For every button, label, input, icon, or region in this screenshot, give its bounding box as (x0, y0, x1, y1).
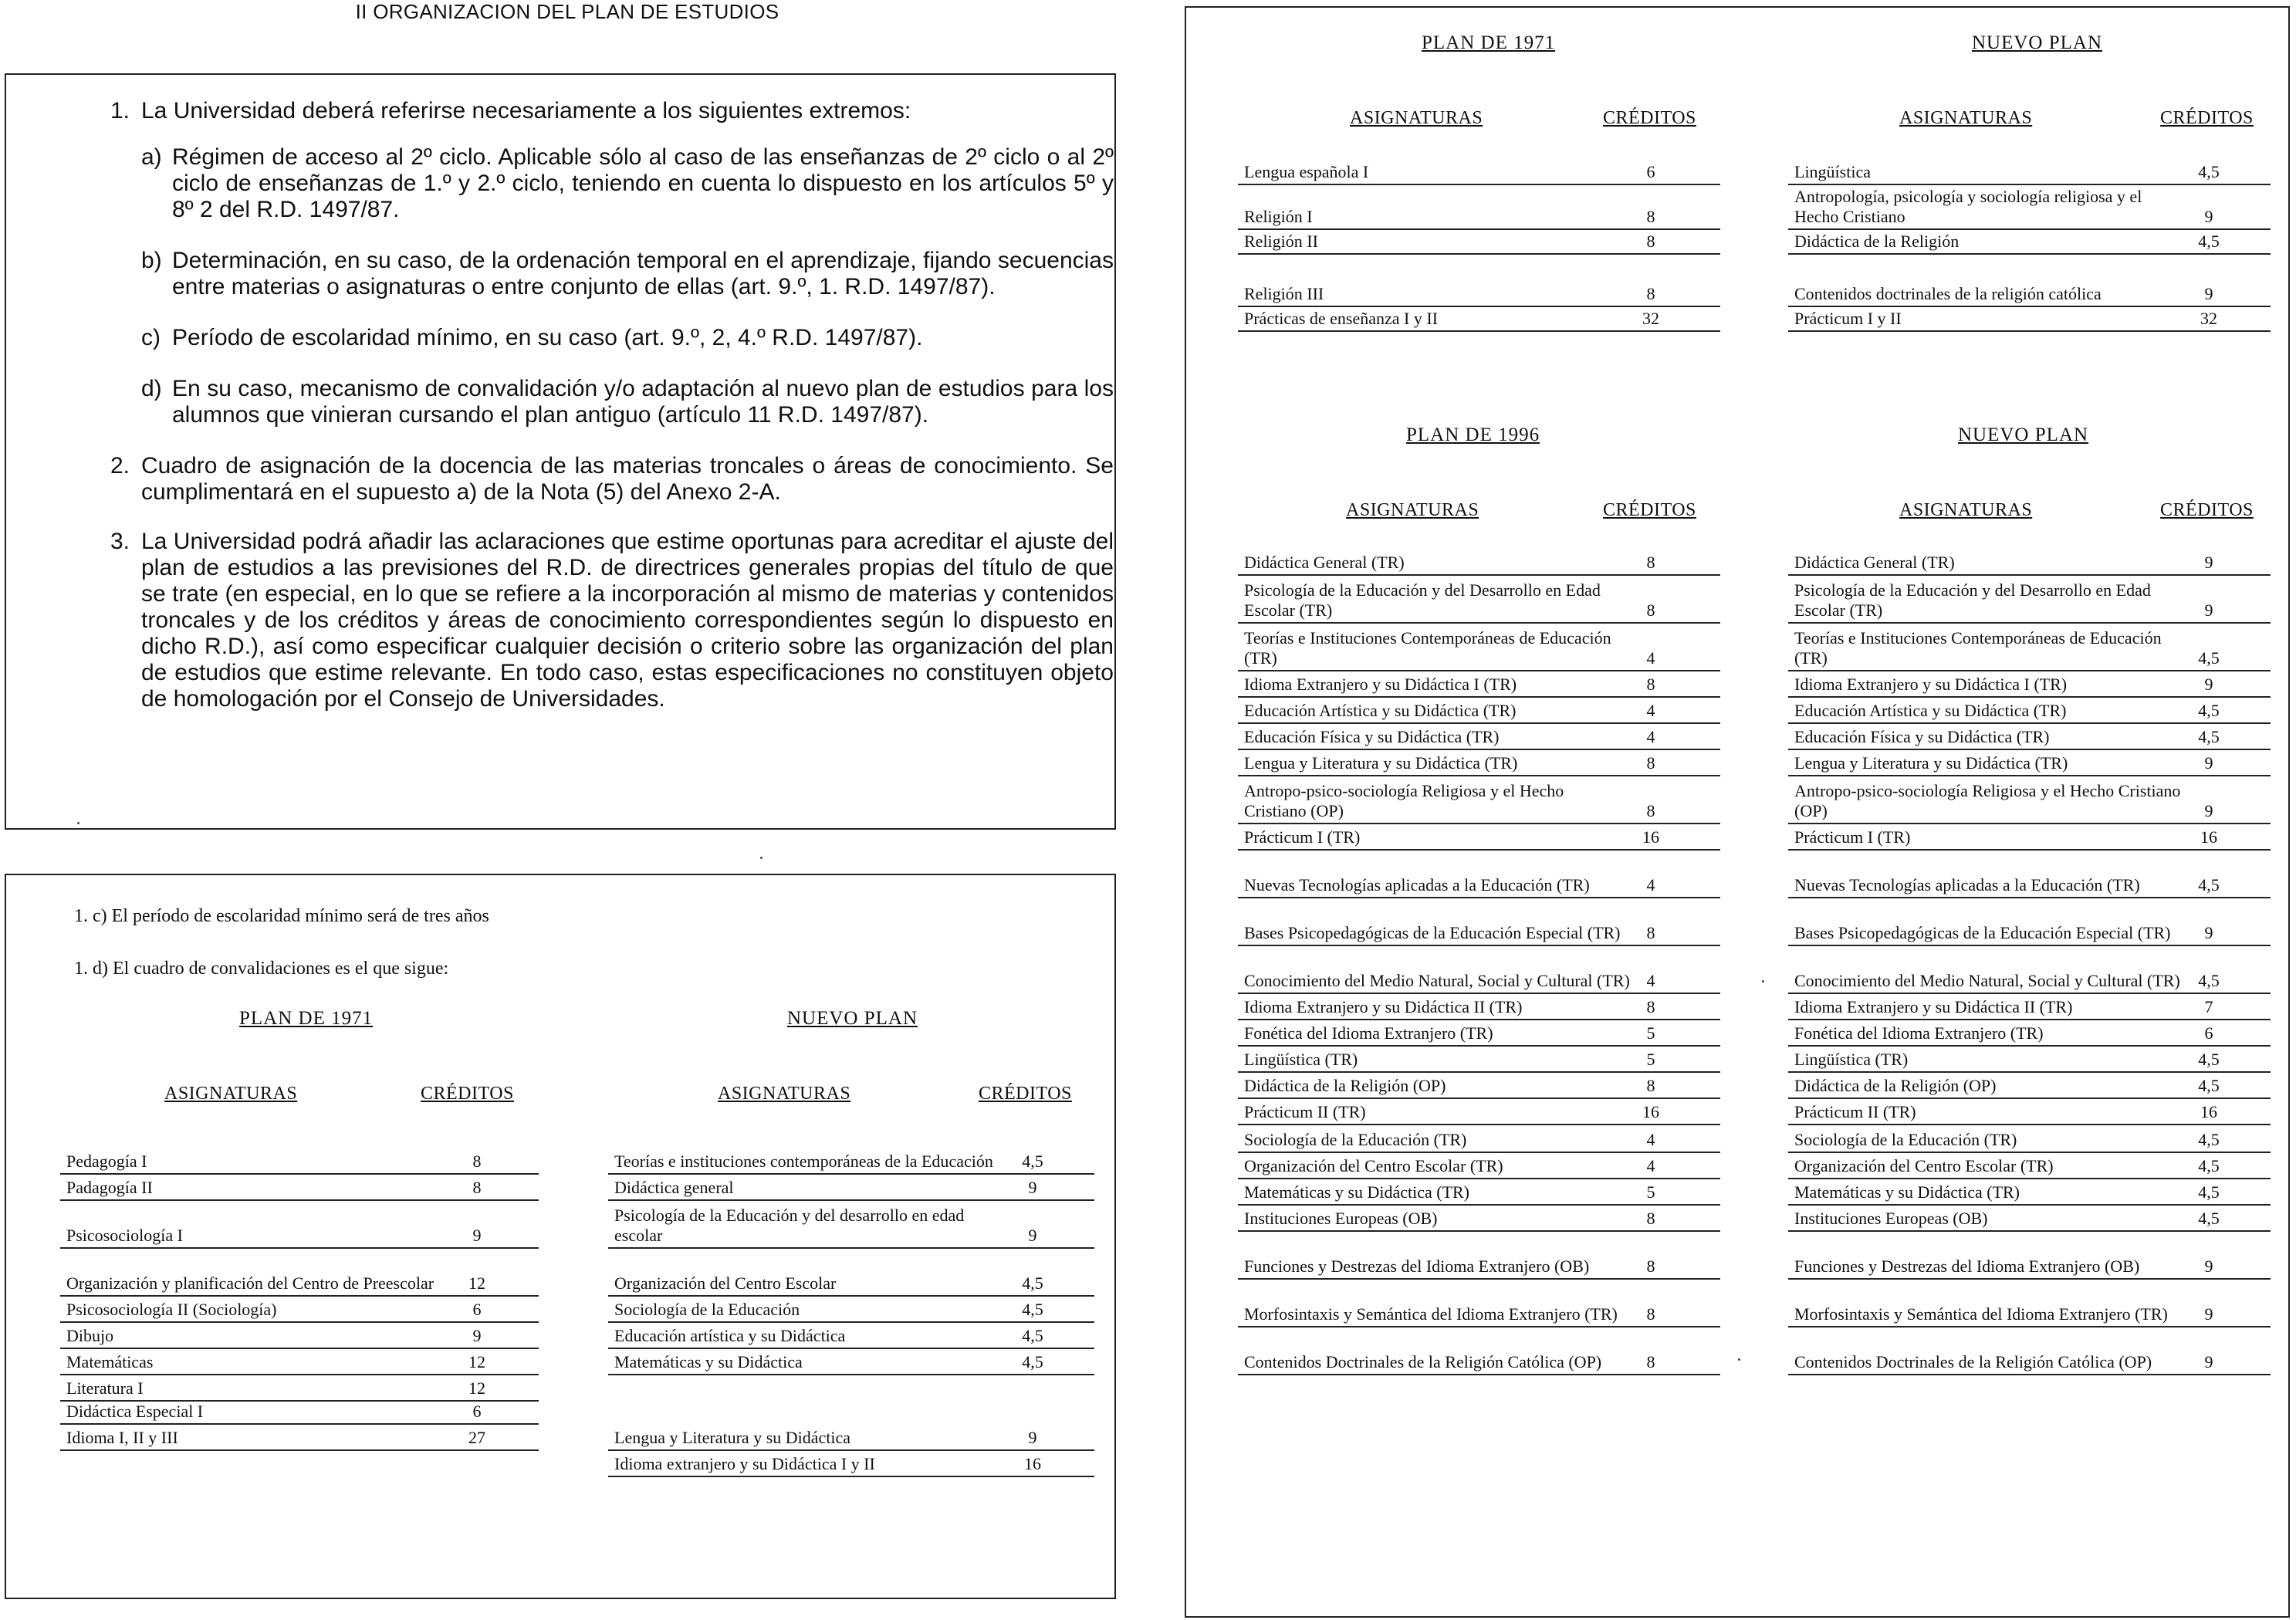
credits-cell: 4 (1646, 1156, 1655, 1175)
credits-cell: 4,5 (2198, 1209, 2220, 1228)
subject-cell: Bases Psicopedagógicas de la Educación Especial (TR) (1244, 923, 1621, 942)
table-row (1238, 946, 1720, 994)
subject-cell: Prácticas de enseñanza I y II (1244, 309, 1439, 328)
instruction-sub-c (141, 325, 1114, 351)
credits-cell: 9 (2204, 600, 2213, 620)
table-row (1238, 1099, 1720, 1125)
table-row (1238, 255, 1720, 307)
table-row (1788, 898, 2271, 946)
table-row (60, 1402, 539, 1425)
table-row (1788, 307, 2271, 332)
credits-cell: 12 (468, 1273, 485, 1293)
credits-cell: 12 (468, 1352, 485, 1371)
table-row (1788, 1020, 2271, 1047)
sub-letter: d) (141, 376, 162, 401)
instruction-sub-d (141, 376, 1114, 428)
plan-1996-heading: PLAN DE 1996 (1406, 424, 1540, 445)
table-row (60, 1323, 539, 1349)
table-row (1238, 1153, 1720, 1179)
subject-cell: Teorías e Instituciones Contemporáneas de Educación (TR) (1794, 628, 2162, 668)
subject-cell: Padagogía II (66, 1178, 153, 1197)
table-row (608, 1130, 1094, 1175)
subject-cell: Lengua y Literatura y su Didáctica (614, 1428, 851, 1447)
note-c: 1. c) El período de escolaridad mínimo será de tres años (74, 906, 489, 926)
subject-cell: Lingüística (TR) (1244, 1050, 1358, 1069)
table-row (1238, 1232, 1720, 1280)
subject-cell: Organización y planificación del Centro de Preescolar (66, 1273, 435, 1293)
credits-cell: 8 (1646, 232, 1655, 251)
credits-cell: 9 (2204, 923, 2213, 942)
subject-cell: Idioma Extranjero y su Didáctica II (TR) (1244, 997, 1523, 1016)
credits-cell: 4,5 (2198, 1130, 2220, 1149)
table-row (1238, 776, 1720, 824)
subject-cell: Didáctica de la Religión (OP) (1794, 1076, 1997, 1095)
credits-cell: 4,5 (2198, 1050, 2220, 1069)
credits-cell: 4,5 (2198, 701, 2220, 720)
instructions-box (5, 73, 1116, 830)
credits-cell: 8 (1646, 675, 1655, 694)
table-row (1238, 1125, 1720, 1153)
credits-cell: 16 (2200, 827, 2217, 847)
table-row (60, 1201, 539, 1249)
credits-cell: 8 (1646, 284, 1655, 303)
subject-cell: Organización del Centro Escolar (TR) (1794, 1156, 2054, 1175)
credits-cell: 5 (1646, 1182, 1655, 1202)
credits-cell: 4,5 (1022, 1326, 1043, 1345)
col-credits-nuevo-2: CRÉDITOS (2160, 500, 2254, 520)
credits-cell: 4,5 (2198, 162, 2220, 181)
table-row (1238, 994, 1720, 1020)
table-row (608, 1249, 1094, 1297)
credits-cell: 4,5 (2198, 232, 2220, 251)
credits-cell: 9 (472, 1326, 482, 1345)
credits-cell: 4,5 (1022, 1300, 1043, 1319)
subject-cell: Matemáticas y su Didáctica (TR) (1244, 1182, 1470, 1202)
table-row (1238, 1020, 1720, 1047)
table-row (1788, 1327, 2271, 1375)
subject-cell: Matemáticas y su Didáctica (614, 1352, 803, 1371)
table-row (1788, 1206, 2271, 1232)
credits-cell: 6 (1646, 162, 1655, 181)
table-row (1238, 1073, 1720, 1099)
subject-cell: Nuevas Tecnologías aplicadas a la Educación (TR) (1794, 875, 2140, 895)
subject-cell: Fonética del Idioma Extranjero (TR) (1794, 1023, 2044, 1043)
col-subject-new: ASIGNATURAS (718, 1084, 851, 1104)
table-row (608, 1451, 1094, 1477)
subject-cell: Antropo-psico-sociología Religiosa y el Hecho Cristiano (OP) (1794, 781, 2181, 820)
nuevo-plan-heading: NUEVO PLAN (787, 1008, 918, 1029)
subject-cell: Psicología de la Educación y del Desarrollo en Edad Escolar (TR) (1244, 580, 1601, 620)
credits-cell: 4,5 (2198, 648, 2220, 668)
subject-cell: Bases Psicopedagógicas de la Educación Especial (TR) (1794, 923, 2171, 942)
subject-cell: Prácticum I (TR) (1794, 827, 1911, 847)
scan-speck (1738, 1358, 1740, 1361)
subject-cell: Contenidos Doctrinales de la Religión Católica (OP) (1794, 1352, 2152, 1371)
subject-cell: Contenidos doctrinales de la religión católica (1794, 284, 2102, 303)
col-subject-nuevo-2: ASIGNATURAS (1899, 500, 2033, 520)
col-credits-nuevo-1: CRÉDITOS (2160, 108, 2254, 128)
table-row (1238, 1280, 1720, 1327)
table-row (1788, 994, 2271, 1020)
sub-text: Período de escolaridad mínimo, en su caso (art. 9.º, 2, 4.º R.D. 1497/87). (172, 325, 923, 350)
credits-cell: 4 (1646, 648, 1655, 668)
subject-cell: Pedagogía I (66, 1152, 147, 1171)
subject-cell: Sociología de la Educación (TR) (1244, 1130, 1467, 1149)
table-row (1788, 576, 2271, 624)
item-number: 3. (110, 529, 130, 554)
credits-cell: 8 (472, 1152, 482, 1171)
table-row (1238, 698, 1720, 724)
plan-1971-heading: PLAN DE 1971 (1422, 32, 1556, 53)
subject-cell: Dibujo (66, 1326, 114, 1345)
scan-speck (760, 857, 763, 859)
subject-cell: Teorías e instituciones contemporáneas de la Educación (614, 1152, 993, 1171)
table-row (1788, 776, 2271, 824)
subject-cell: Didáctica de la Religión (1794, 232, 1960, 251)
table-row (1788, 750, 2271, 776)
credits-cell: 8 (1646, 1076, 1655, 1095)
sub-text: Determinación, en su caso, de la ordenación temporal en el aprendizaje, fijando secuencias entre materias o asignaturas o entre conjunto de ellas (art. 9.º, 1. R.D. 1497/87). (172, 248, 1114, 299)
credits-cell: 4,5 (1022, 1152, 1043, 1171)
convalidation-box (5, 874, 1116, 1599)
credits-cell: 9 (472, 1226, 482, 1245)
subject-cell: Funciones y Destrezas del Idioma Extranjero (OB) (1794, 1256, 2140, 1276)
table-row (608, 1349, 1094, 1375)
instruction-sub-a (141, 144, 1114, 223)
table-row (1788, 1179, 2271, 1206)
table-row (60, 1152, 539, 1175)
plans-comparison-box (1185, 6, 2290, 1618)
subject-cell: Idioma I, II y III (66, 1428, 178, 1447)
col-credits-new: CRÉDITOS (979, 1084, 1072, 1104)
subject-cell: Idioma Extranjero y su Didáctica I (TR) (1244, 675, 1517, 694)
credits-cell: 7 (2204, 997, 2213, 1016)
credits-cell: 5 (1646, 1050, 1655, 1069)
credits-cell: 9 (2204, 1352, 2213, 1371)
scan-speck (77, 822, 79, 824)
subject-cell: Educación Artística y su Didáctica (TR) (1794, 701, 2067, 720)
item-number: 1. (110, 98, 130, 123)
credits-cell: 4 (1646, 875, 1655, 895)
subject-cell: Educación Física y su Didáctica (TR) (1794, 727, 2050, 746)
nuevo-plan-heading-1: NUEVO PLAN (1972, 32, 2103, 53)
credits-cell: 9 (1028, 1226, 1037, 1245)
table-row (608, 1297, 1094, 1323)
subject-cell: Nuevas Tecnologías aplicadas a la Educación (TR) (1244, 875, 1590, 895)
table-row (1788, 824, 2271, 851)
credits-cell: 4 (1646, 971, 1655, 990)
table-row (1788, 1047, 2271, 1073)
table-row (1788, 1099, 2271, 1125)
subject-cell: Lingüística (1794, 162, 1871, 181)
credits-cell: 9 (2204, 1256, 2213, 1276)
credits-cell: 9 (2204, 801, 2213, 820)
subject-cell: Idioma Extranjero y su Didáctica II (TR) (1794, 997, 2073, 1016)
credits-cell: 8 (1646, 801, 1655, 820)
table-row (1788, 724, 2271, 750)
instruction-item-3 (110, 529, 1114, 712)
subject-cell: Instituciones Europeas (OB) (1244, 1209, 1438, 1228)
subject-cell: Antropo-psico-sociología Religiosa y el Hecho Cristiano (OP) (1244, 781, 1564, 820)
credits-cell: 4,5 (2198, 1156, 2220, 1175)
col-credits-1971: CRÉDITOS (1603, 108, 1696, 128)
table-row (1238, 671, 1720, 698)
item-text: La Universidad deberá referirse necesariamente a los siguientes extremos: (141, 98, 911, 123)
table-row (60, 1349, 539, 1375)
sub-letter: a) (141, 144, 162, 170)
credits-cell: 8 (1646, 1304, 1655, 1324)
page-title: II ORGANIZACION DEL PLAN DE ESTUDIOS (355, 0, 779, 23)
table-row (1238, 851, 1720, 898)
credits-cell: 4,5 (2198, 727, 2220, 746)
table-row (60, 1175, 539, 1201)
table-row (1238, 824, 1720, 851)
table-row (1238, 724, 1720, 750)
subject-cell: Prácticum II (TR) (1244, 1102, 1366, 1121)
col-subject-1996: ASIGNATURAS (1346, 500, 1479, 520)
instructions-list (110, 98, 1114, 712)
col-subject-1971: ASIGNATURAS (1350, 108, 1483, 128)
credits-cell: 32 (1642, 309, 1659, 328)
credits-cell: 9 (2204, 553, 2213, 572)
subject-cell: Fonética del Idioma Extranjero (TR) (1244, 1023, 1493, 1043)
scan-speck (1762, 980, 1764, 982)
subject-cell: Prácticum I y II (1794, 309, 1902, 328)
credits-cell: 16 (1642, 827, 1659, 847)
credits-cell: 8 (1646, 553, 1655, 572)
table-row (1238, 307, 1720, 332)
subject-cell: Religión II (1244, 232, 1318, 251)
table-row (1238, 1206, 1720, 1232)
credits-cell: 5 (1646, 1023, 1655, 1043)
instruction-item-2 (110, 453, 1114, 506)
credits-cell: 9 (2204, 753, 2213, 773)
item-number: 2. (110, 453, 130, 479)
table-row (1788, 1232, 2271, 1280)
credits-cell: 8 (1646, 923, 1655, 942)
plan-1971-heading: PLAN DE 1971 (239, 1008, 374, 1029)
credits-cell: 6 (472, 1402, 482, 1421)
col-subject-nuevo-1: ASIGNATURAS (1899, 108, 2033, 128)
subject-cell: Lengua y Literatura y su Didáctica (TR) (1794, 753, 2068, 773)
credits-cell: 6 (472, 1300, 482, 1319)
subject-cell: Psicosociología I (66, 1226, 183, 1245)
table-row (1238, 1047, 1720, 1073)
table-row (1238, 185, 1720, 230)
credits-cell: 8 (1646, 753, 1655, 773)
note-d: 1. d) El cuadro de convalidaciones es el que sigue: (74, 959, 449, 979)
subject-cell: Didáctica Especial I (66, 1402, 204, 1421)
subject-cell: Organización del Centro Escolar (614, 1273, 837, 1293)
subject-cell: Contenidos Doctrinales de la Religión Católica (OP) (1244, 1352, 1602, 1371)
credits-cell: 9 (1028, 1428, 1037, 1447)
table-row (1238, 624, 1720, 671)
credits-cell: 8 (472, 1178, 482, 1197)
subject-cell: Lengua y Literatura y su Didáctica (TR) (1244, 753, 1518, 773)
subject-cell: Sociología de la Educación (TR) (1794, 1130, 2017, 1149)
credits-cell: 4,5 (1022, 1273, 1043, 1293)
table-row (1788, 946, 2271, 994)
credits-cell: 8 (1646, 1256, 1655, 1276)
table-row (608, 1201, 1094, 1249)
table-row (1238, 1327, 1720, 1375)
table-row (1788, 230, 2271, 255)
table-row (1788, 1153, 2271, 1179)
col-subject-old: ASIGNATURAS (164, 1084, 298, 1104)
subject-cell: Instituciones Europeas (OB) (1794, 1209, 1988, 1228)
credits-cell: 4 (1646, 1130, 1655, 1149)
credits-cell: 4 (1646, 701, 1655, 720)
credits-cell: 9 (2204, 1304, 2213, 1324)
table-row (1788, 154, 2271, 185)
subject-cell: Organización del Centro Escolar (TR) (1244, 1156, 1503, 1175)
table-row (1238, 898, 1720, 946)
subject-cell: Antropología, psicología y sociología religiosa y el Hecho Cristiano (1794, 187, 2142, 226)
table-row (1788, 851, 2271, 898)
subject-cell: Psicología de la Educación y del desarrollo en edad escolar (614, 1206, 965, 1245)
subject-cell: Sociología de la Educación (614, 1300, 800, 1319)
table-row (1788, 671, 2271, 698)
col-credits-1996: CRÉDITOS (1603, 500, 1696, 520)
credits-cell: 9 (1028, 1178, 1037, 1197)
credits-cell: 16 (1024, 1454, 1041, 1473)
table-row (1788, 548, 2271, 576)
item-text: La Universidad podrá añadir las aclaraciones que estime oportunas para acreditar el ajuste del plan de estudios a las previsiones del R.D. de directrices generales propias del título de que se trate (en especial, en lo que se refiere a la incorporación al mismo de materias y contenidos troncales y de los créditos y áreas de conocimiento correspondientes según lo dispuesto en dicho R.D.), así como especificar cualquier decisión o criterio sobre las organización del plan de estudios que estime relevante. En todo caso, estas especificaciones no constituyen objeto de homologación por el Consejo de Universidades. (141, 529, 1114, 712)
subject-cell: Idioma Extranjero y su Didáctica I (TR) (1794, 675, 2068, 694)
subject-cell: Educación artística y su Didáctica (614, 1326, 846, 1345)
table-row (608, 1175, 1094, 1201)
credits-cell: 32 (2200, 309, 2217, 328)
subject-cell: Teorías e Instituciones Contemporáneas de Educación (TR) (1244, 628, 1611, 668)
table-row (608, 1323, 1094, 1349)
credits-cell: 8 (1646, 997, 1655, 1016)
table-row (1788, 1280, 2271, 1327)
subject-cell: Didáctica general (614, 1178, 734, 1197)
subject-cell: Funciones y Destrezas del Idioma Extranjero (OB) (1244, 1256, 1590, 1276)
table-row (60, 1297, 539, 1323)
table-row (1238, 750, 1720, 776)
subject-cell: Educación Física y su Didáctica (TR) (1244, 727, 1500, 746)
credits-cell: 4,5 (2198, 1076, 2220, 1095)
instruction-sub-b (141, 248, 1114, 300)
credits-cell: 4,5 (2198, 1182, 2220, 1202)
credits-cell: 9 (2204, 284, 2213, 303)
table-row (1788, 185, 2271, 230)
credits-cell: 4,5 (2198, 875, 2220, 895)
nuevo-plan-heading-2: NUEVO PLAN (1958, 424, 2089, 445)
subject-cell: Lingüística (TR) (1794, 1050, 1909, 1069)
subject-cell: Matemáticas y su Didáctica (TR) (1794, 1182, 2020, 1202)
table-row (60, 1249, 539, 1297)
credits-cell: 16 (1642, 1102, 1659, 1121)
credits-cell: 4,5 (1022, 1352, 1043, 1371)
subject-cell: Matemáticas (66, 1352, 154, 1371)
credits-cell: 8 (1646, 1209, 1655, 1228)
subject-cell: Lengua española I (1244, 162, 1369, 181)
table-row (1238, 576, 1720, 624)
table-row (1788, 624, 2271, 671)
credits-cell: 16 (2200, 1102, 2217, 1121)
table-row (1238, 548, 1720, 576)
table-row (1238, 154, 1720, 185)
instruction-item-1 (110, 98, 1114, 124)
credits-cell: 4 (1646, 727, 1655, 746)
subject-cell: Didáctica General (TR) (1244, 553, 1405, 572)
credits-cell: 6 (2204, 1023, 2213, 1043)
subject-cell: Conocimiento del Medio Natural, Social y Cultural (TR) (1244, 971, 1630, 990)
subject-cell: Psicosociología II (Sociología) (66, 1300, 277, 1319)
table-row (60, 1425, 539, 1451)
subject-cell: Morfosintaxis y Semántica del Idioma Extranjero (TR) (1244, 1304, 1618, 1324)
subject-cell: Religión III (1244, 284, 1324, 303)
credits-cell: 12 (468, 1378, 485, 1398)
table-row (1788, 1125, 2271, 1153)
subject-cell: Idioma extranjero y su Didáctica I y II (614, 1454, 875, 1473)
subject-cell: Morfosintaxis y Semántica del Idioma Extranjero (TR) (1794, 1304, 2168, 1324)
credits-cell: 9 (2204, 675, 2213, 694)
table-row (1238, 1179, 1720, 1206)
subject-cell: Literatura I (66, 1378, 144, 1398)
table-row (1788, 1073, 2271, 1099)
table-row (608, 1375, 1094, 1451)
sub-letter: b) (141, 248, 162, 273)
table-row (60, 1375, 539, 1402)
sub-letter: c) (141, 325, 161, 350)
subject-cell: Psicología de la Educación y del Desarrollo en Edad Escolar (TR) (1794, 580, 2151, 620)
subject-cell: Educación Artística y su Didáctica (TR) (1244, 701, 1517, 720)
subject-cell: Religión I (1244, 207, 1313, 226)
table-row (1788, 698, 2271, 724)
credits-cell: 8 (1646, 207, 1655, 226)
credits-cell: 27 (468, 1428, 485, 1447)
table-row (1788, 255, 2271, 307)
item-text: Cuadro de asignación de la docencia de las materias troncales o áreas de conocimiento. Se cumplimentará en el supuesto a) de la Nota (5) del Anexo 2-A. (141, 453, 1114, 505)
table-row (1238, 230, 1720, 255)
credits-cell: 9 (2204, 207, 2213, 226)
col-credits-old: CRÉDITOS (421, 1084, 514, 1104)
sub-text: Régimen de acceso al 2º ciclo. Aplicable sólo al caso de las enseñanzas de 2º ciclo o al 2º ciclo de enseñanzas de 1.º y 2.º ciclo, teniendo en cuenta lo dispuesto en los artículos 5º y 8º 2 del R.D. 1497/87. (172, 144, 1114, 222)
subject-cell: Prácticum I (TR) (1244, 827, 1361, 847)
credits-cell: 8 (1646, 1352, 1655, 1371)
subject-cell: Prácticum II (TR) (1794, 1102, 1916, 1121)
sub-text: En su caso, mecanismo de convalidación y/o adaptación al nuevo plan de estudios para los alumnos que vinieran cursando el plan antiguo (artículo 11 R.D. 1497/87). (172, 376, 1114, 428)
subject-cell: Didáctica de la Religión (OP) (1244, 1076, 1446, 1095)
subject-cell: Didáctica General (TR) (1794, 553, 1955, 572)
subject-cell: Conocimiento del Medio Natural, Social y Cultural (TR) (1794, 971, 2180, 990)
credits-cell: 4,5 (2198, 971, 2220, 990)
credits-cell: 8 (1646, 600, 1655, 620)
